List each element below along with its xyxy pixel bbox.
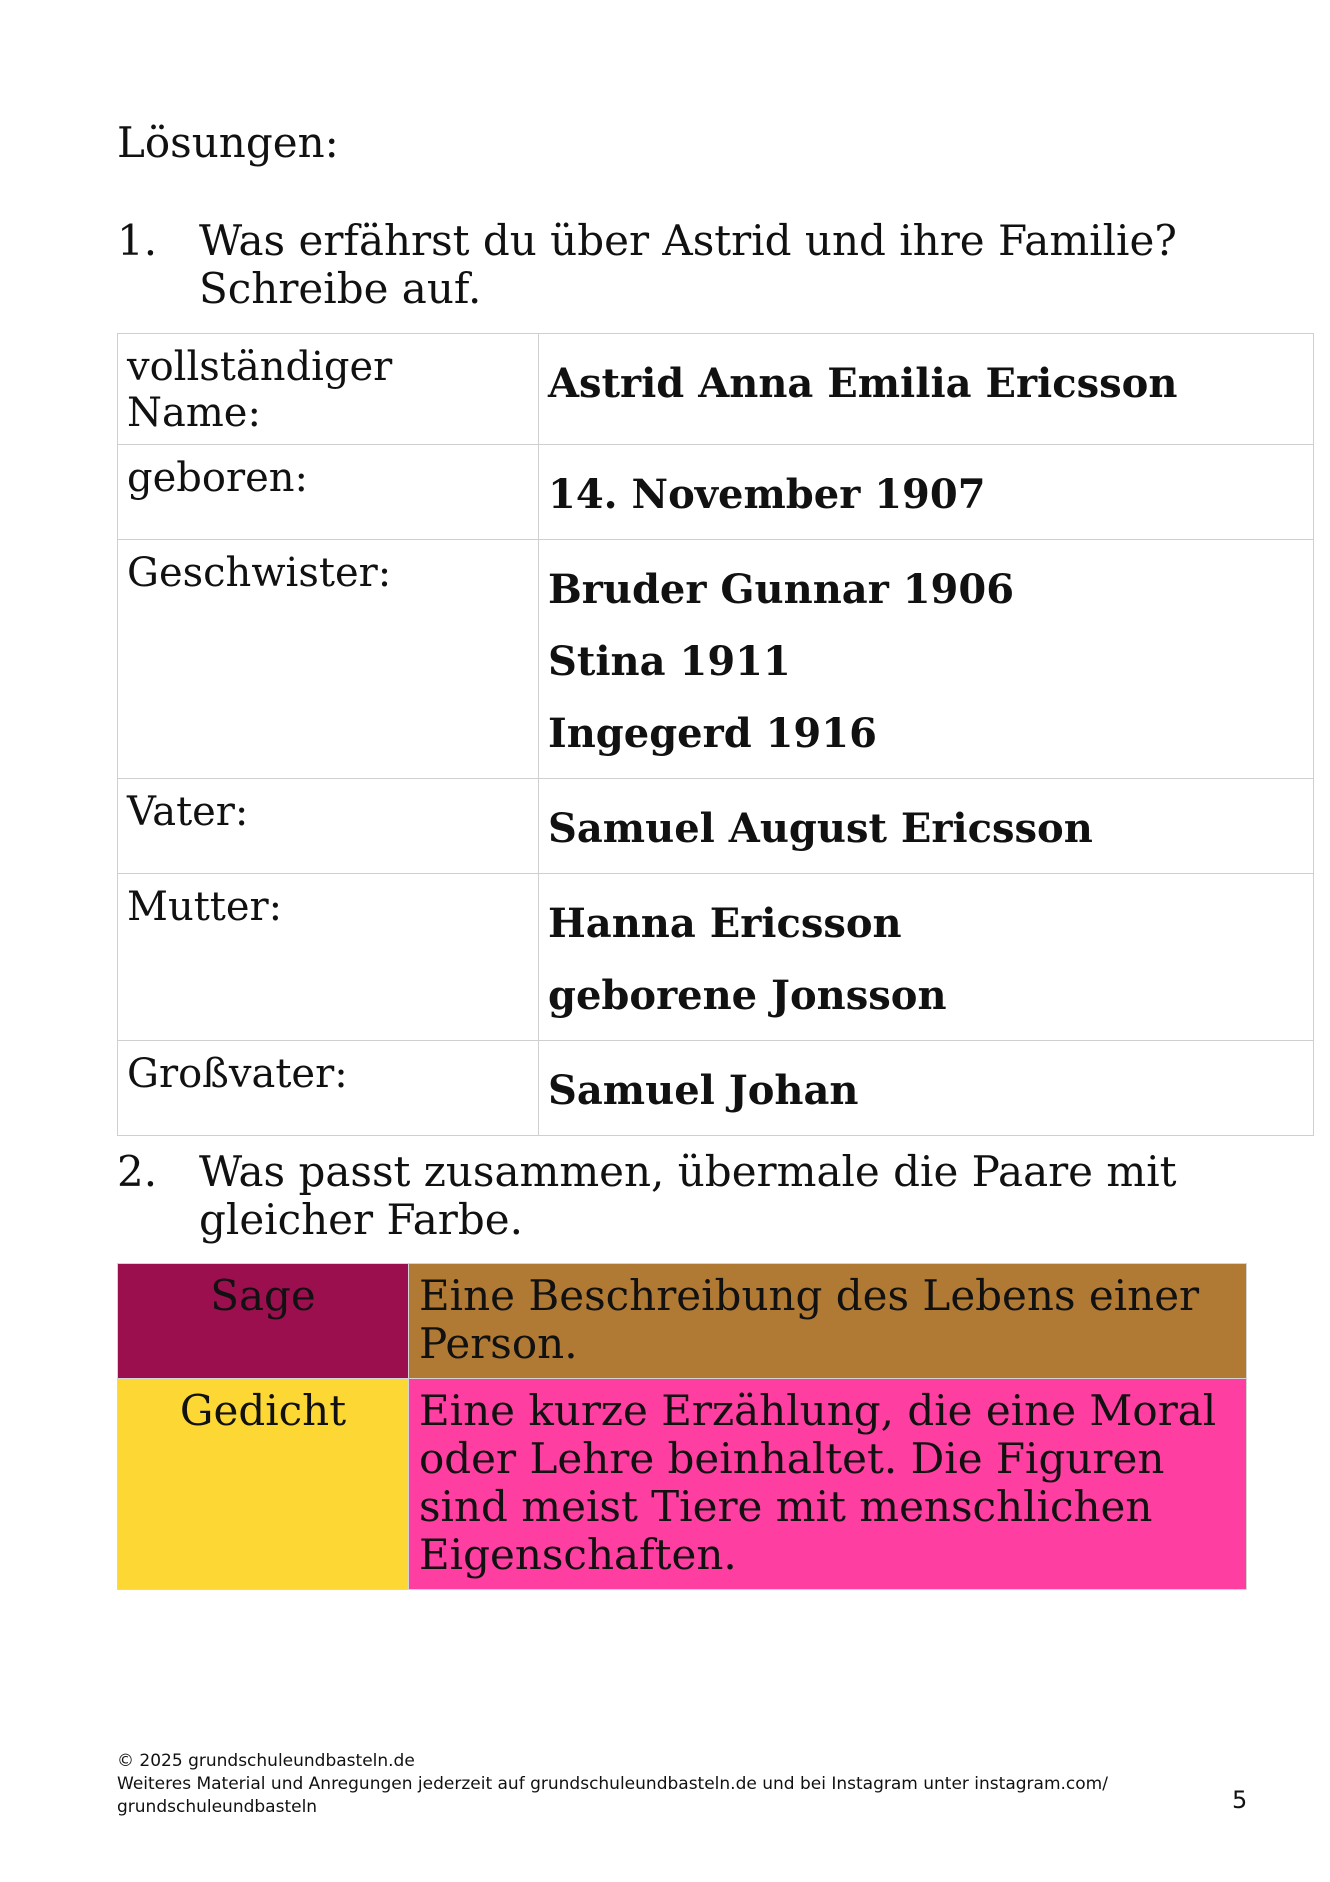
footer-line-3: grundschuleundbasteln xyxy=(117,1797,318,1817)
info-label: Vater: xyxy=(118,779,539,874)
info-label: Mutter: xyxy=(118,874,539,1041)
info-table xyxy=(117,333,1314,1136)
info-value: Ingegerd 1916 xyxy=(548,710,877,757)
page-number: 5 xyxy=(1232,1786,1248,1814)
info-label: Großvater: xyxy=(118,1041,539,1136)
info-value: 14. November 1907 xyxy=(548,471,986,518)
info-row xyxy=(118,445,1314,540)
info-value-cell xyxy=(539,874,1314,1041)
task-1-number: 1. xyxy=(117,216,158,265)
match-table xyxy=(117,1263,1247,1590)
task-2 xyxy=(117,1148,1217,1248)
info-value: geborene Jonsson xyxy=(548,972,947,1019)
info-row xyxy=(118,779,1314,874)
info-label: vollständiger Name: xyxy=(118,334,539,445)
info-row xyxy=(118,334,1314,445)
task-2-number: 2. xyxy=(117,1147,158,1196)
info-value: Astrid Anna Emilia Ericsson xyxy=(548,360,1178,407)
info-label: geboren: xyxy=(118,445,539,540)
task-2-text: Was passt zusammen, übermale die Paare mit gleicher Farbe. xyxy=(199,1147,1177,1244)
match-term: Gedicht xyxy=(118,1379,409,1590)
info-value: Samuel Johan xyxy=(548,1067,859,1114)
info-row xyxy=(118,874,1314,1041)
match-description: Eine kurze Erzählung, die eine Moral oder Lehre beinhaltet. Die Figuren sind meist Tiere mit menschlichen Eigenschaften. xyxy=(409,1379,1247,1590)
info-label: Geschwister: xyxy=(118,540,539,779)
info-value: Samuel August Ericsson xyxy=(548,805,1093,852)
footer-line-2: Weiteres Material und Anregungen jederzeit auf grundschuleundbasteln.de und bei Instagram unter instagram.com/ xyxy=(117,1774,1108,1794)
match-table-body xyxy=(118,1264,1247,1590)
info-value-cell xyxy=(539,540,1314,779)
info-table-body xyxy=(118,334,1314,1136)
info-value-cell xyxy=(539,1041,1314,1136)
info-row xyxy=(118,540,1314,779)
task-1 xyxy=(117,217,1217,317)
info-value-cell xyxy=(539,334,1314,445)
match-row xyxy=(118,1379,1247,1590)
info-row xyxy=(118,1041,1314,1136)
match-description: Eine Beschreibung des Lebens einer Person. xyxy=(409,1264,1247,1379)
footer xyxy=(117,1750,1117,1819)
page-heading: Lösungen: xyxy=(117,118,339,167)
match-term: Sage xyxy=(118,1264,409,1379)
footer-copyright: © 2025 grundschuleundbasteln.de xyxy=(117,1751,415,1771)
task-1-text: Was erfährst du über Astrid und ihre Familie? Schreibe auf. xyxy=(199,216,1177,313)
match-row xyxy=(118,1264,1247,1379)
info-value: Bruder Gunnar 1906 xyxy=(548,566,1015,613)
info-value-cell xyxy=(539,445,1314,540)
info-value-cell xyxy=(539,779,1314,874)
info-value: Stina 1911 xyxy=(548,638,791,685)
info-value: Hanna Ericsson xyxy=(548,900,902,947)
